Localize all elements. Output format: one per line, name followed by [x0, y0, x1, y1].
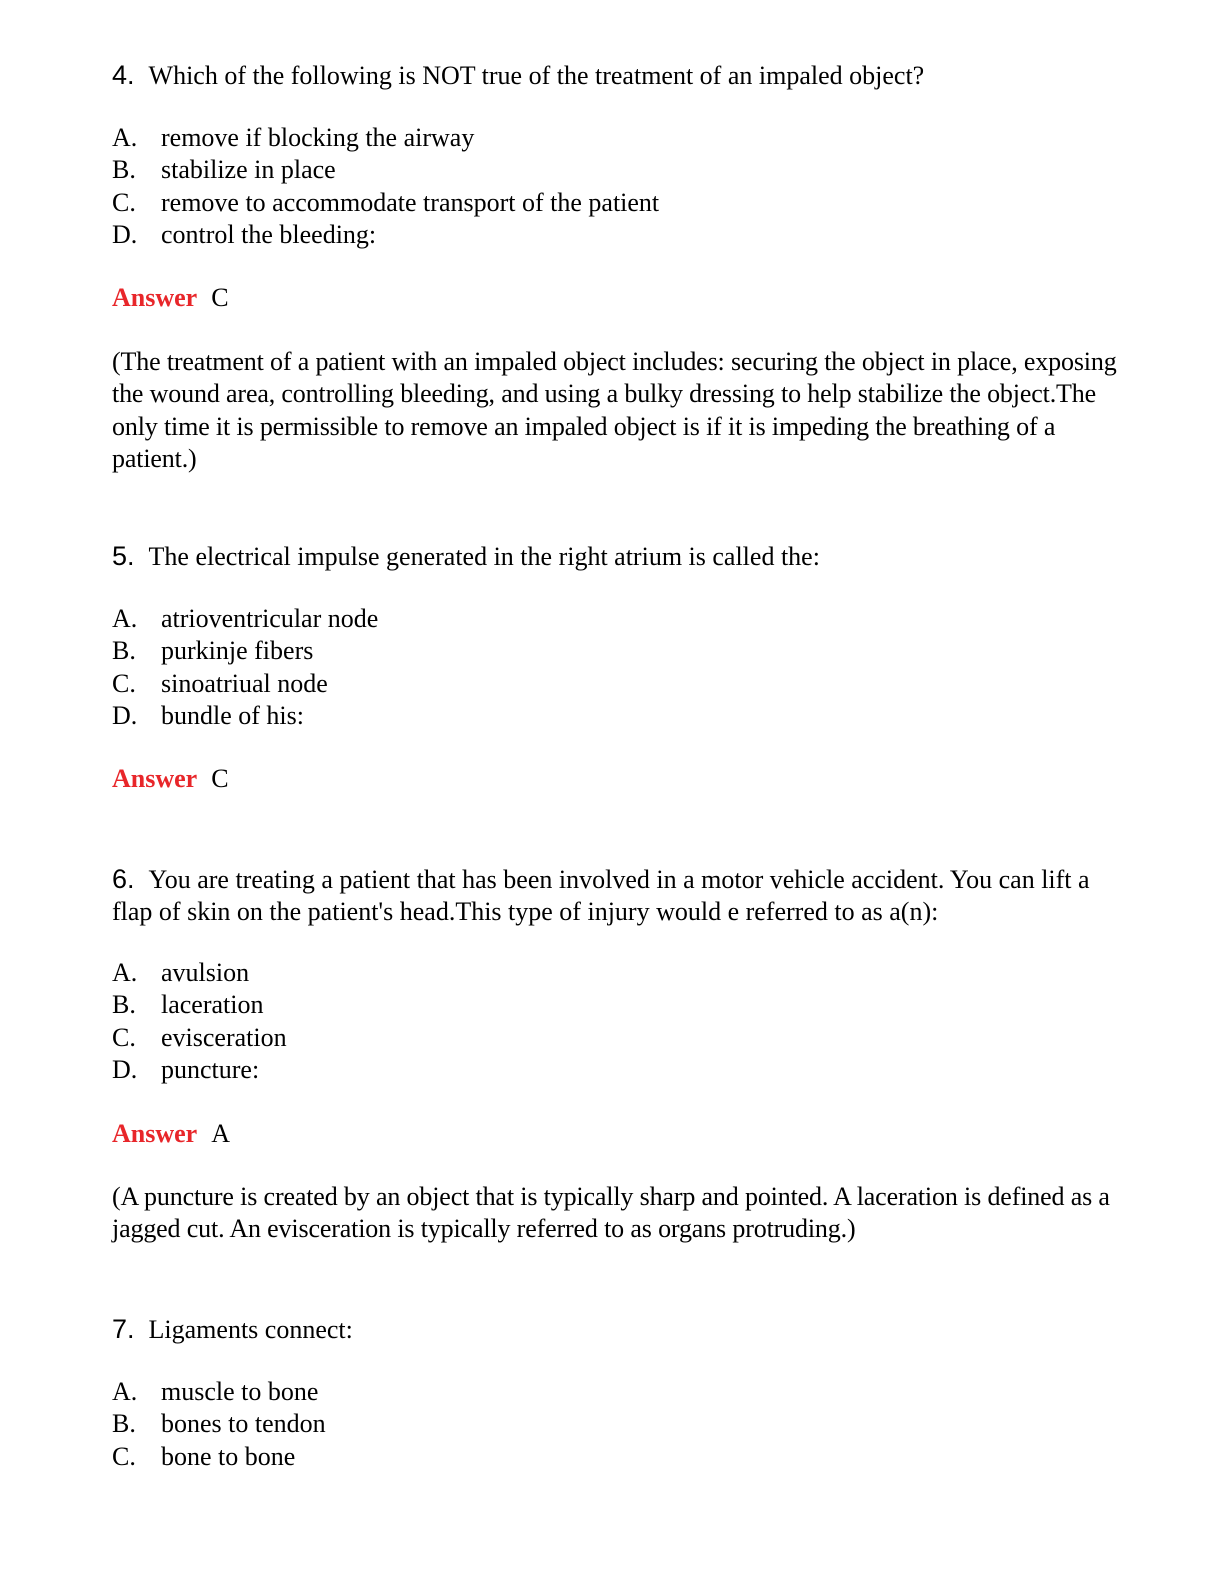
question-number: 5. [112, 541, 135, 571]
option-letter: A. [112, 1377, 138, 1406]
question-number: 6. [112, 864, 135, 894]
option-c [112, 1441, 1122, 1473]
answer-value: C [211, 764, 229, 793]
option-letter: D. [112, 1054, 138, 1084]
question-text: The electrical impulse generated in the right atrium is called the: [148, 542, 820, 571]
explanation-text: (A puncture is created by an object that is typically sharp and pointed. A laceration is defined as a jagged cut. An evisceration is typically referred to as organs protruding.) [112, 1182, 1110, 1244]
option-c [112, 1022, 1122, 1054]
option-c [112, 668, 1122, 700]
option-letter: B. [112, 1409, 136, 1439]
option-letter: A. [112, 123, 138, 152]
explanation-text: (The treatment of a patient with an impaled object includes: securing the object in place, exposing the wound area, controlling bleeding, and using a bulky dressing to help stabilize the object.The only time it is permissible to remove an impaled object is if it is impeding the breathing of a patient.) [112, 347, 1117, 473]
option-text: stabilize in place [161, 155, 336, 185]
option-text: laceration [161, 990, 264, 1020]
option-letter: C. [112, 187, 136, 217]
option-text: bone to bone [161, 1441, 296, 1471]
option-text: bones to tendon [161, 1409, 326, 1439]
question-text: You are treating a patient that has been involved in a motor vehicle accident. You can lift a flap of skin on the patient's head.This type of injury would e referred to as a(n): [112, 865, 1090, 926]
option-text: sinoatriual node [161, 668, 328, 698]
option-letter: C. [112, 1441, 136, 1471]
answer-value: C [211, 283, 229, 312]
option-b [112, 154, 1122, 186]
answer-line [112, 1118, 1122, 1150]
option-a [112, 957, 1122, 989]
option-letter: C. [112, 1022, 136, 1052]
options-list [112, 1376, 1122, 1473]
option-letter: D. [112, 219, 138, 249]
option-a [112, 122, 1122, 154]
option-letter: B. [112, 155, 136, 185]
option-a [112, 603, 1122, 635]
option-text: avulsion [161, 958, 250, 987]
options-list [112, 603, 1122, 732]
option-text: remove if blocking the airway [161, 123, 475, 152]
option-text: remove to accommodate transport of the patient [161, 187, 660, 217]
question-text: Which of the following is NOT true of the treatment of an impaled object? [148, 61, 925, 90]
options-list [112, 122, 1122, 251]
option-letter: A. [112, 604, 138, 633]
answer-label: Answer [112, 1119, 198, 1148]
question-stem [112, 1313, 1122, 1346]
option-text: bundle of his: [161, 700, 304, 730]
question-text: Ligaments connect: [148, 1315, 353, 1344]
answer-label: Answer [112, 764, 198, 793]
question-number: 4. [112, 60, 135, 90]
option-letter: C. [112, 668, 136, 698]
option-b [112, 1408, 1122, 1440]
option-a [112, 1376, 1122, 1408]
option-letter: D. [112, 700, 138, 730]
option-text: control the bleeding: [161, 219, 377, 249]
explanation [112, 346, 1122, 475]
option-c [112, 187, 1122, 219]
question-stem [112, 863, 1122, 928]
option-text: evisceration [161, 1022, 287, 1052]
answer-value: A [211, 1119, 230, 1148]
question-number: 7. [112, 1314, 135, 1344]
option-d [112, 1054, 1122, 1086]
option-letter: B. [112, 636, 136, 666]
option-letter: A. [112, 958, 138, 987]
option-text: muscle to bone [161, 1377, 319, 1406]
answer-line [112, 763, 1122, 795]
option-text: puncture: [161, 1054, 260, 1084]
question-stem [112, 540, 1122, 573]
option-text: atrioventricular node [161, 604, 379, 633]
options-list [112, 957, 1122, 1086]
option-d [112, 219, 1122, 251]
option-b [112, 989, 1122, 1021]
option-d [112, 700, 1122, 732]
explanation [112, 1181, 1122, 1246]
option-text: purkinje fibers [161, 636, 314, 666]
answer-line [112, 282, 1122, 314]
option-letter: B. [112, 990, 136, 1020]
option-b [112, 635, 1122, 667]
question-stem [112, 59, 1122, 92]
answer-label: Answer [112, 283, 198, 312]
